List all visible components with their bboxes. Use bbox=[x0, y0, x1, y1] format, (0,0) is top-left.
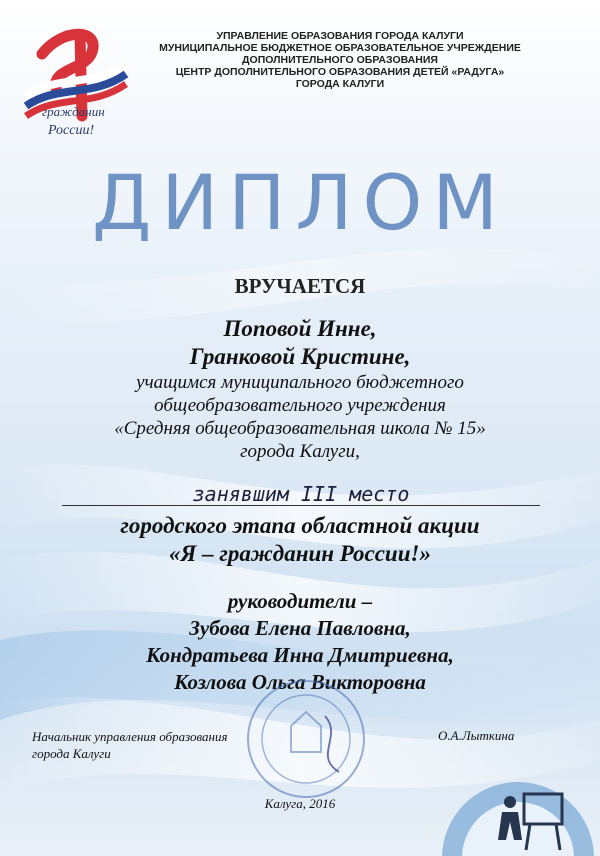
awarded-heading: ВРУЧАЕТСЯ bbox=[234, 274, 366, 298]
stage-line: «Я – гражданин России!» bbox=[169, 541, 431, 566]
diploma-title: ДИПЛОМ bbox=[92, 158, 508, 247]
signatory-name: О.А.Лыткина bbox=[438, 728, 515, 743]
signatory-position bbox=[32, 728, 228, 762]
header-line: УПРАВЛЕНИЕ ОБРАЗОВАНИЯ ГОРОДА КАЛУГИ bbox=[216, 30, 464, 42]
citizen-logo bbox=[22, 18, 130, 138]
header-line: ГОРОДА КАЛУГИ bbox=[295, 78, 385, 90]
position-line: города Калуги bbox=[32, 746, 111, 761]
recipient-description: «Средняя общеобразовательная школа № 15» bbox=[114, 418, 486, 439]
header-line: МУНИЦИПАЛЬНОЕ БЮДЖЕТНОЕ ОБРАЗОВАТЕЛЬНОЕ УЧРЕЖДЕНИЕ bbox=[159, 42, 521, 54]
position-line: Начальник управления образования bbox=[32, 729, 228, 744]
stage-line: городского этапа областной акции bbox=[120, 513, 480, 538]
header-line: ЦЕНТР ДОПОЛНИТЕЛЬНОГО ОБРАЗОВАНИЯ ДЕТЕЙ «РАДУГА» bbox=[175, 66, 505, 78]
official-stamp bbox=[243, 676, 369, 802]
recipient-name: Поповой Инне, bbox=[223, 316, 377, 341]
leader-name: Кондратьева Инна Дмитриевна, bbox=[146, 643, 454, 667]
logo-line1: гражданин bbox=[42, 104, 105, 119]
city-year: Калуга, 2016 bbox=[264, 796, 336, 811]
contest-stage bbox=[0, 512, 600, 568]
issuer-header bbox=[140, 30, 540, 90]
leader-name: Зубова Елена Павловна, bbox=[189, 616, 411, 640]
recipient-description: общеобразовательного учреждения bbox=[154, 395, 446, 416]
recipient-description: города Калуги, bbox=[240, 441, 360, 462]
center-emblem bbox=[418, 770, 600, 856]
logo-line2: России! bbox=[48, 123, 95, 138]
header-line: ДОПОЛНИТЕЛЬНОГО ОБРАЗОВАНИЯ bbox=[242, 54, 438, 66]
leader-name: Козлова Ольга Викторовна bbox=[174, 670, 426, 694]
place-handwritten: занявшим III место bbox=[62, 483, 540, 506]
recipient-description: учащимся муниципального бюджетного bbox=[136, 372, 464, 393]
recipient-name: Гранковой Кристине, bbox=[189, 344, 411, 369]
leaders-heading: руководители – bbox=[227, 589, 373, 613]
recipients-block bbox=[0, 315, 600, 463]
